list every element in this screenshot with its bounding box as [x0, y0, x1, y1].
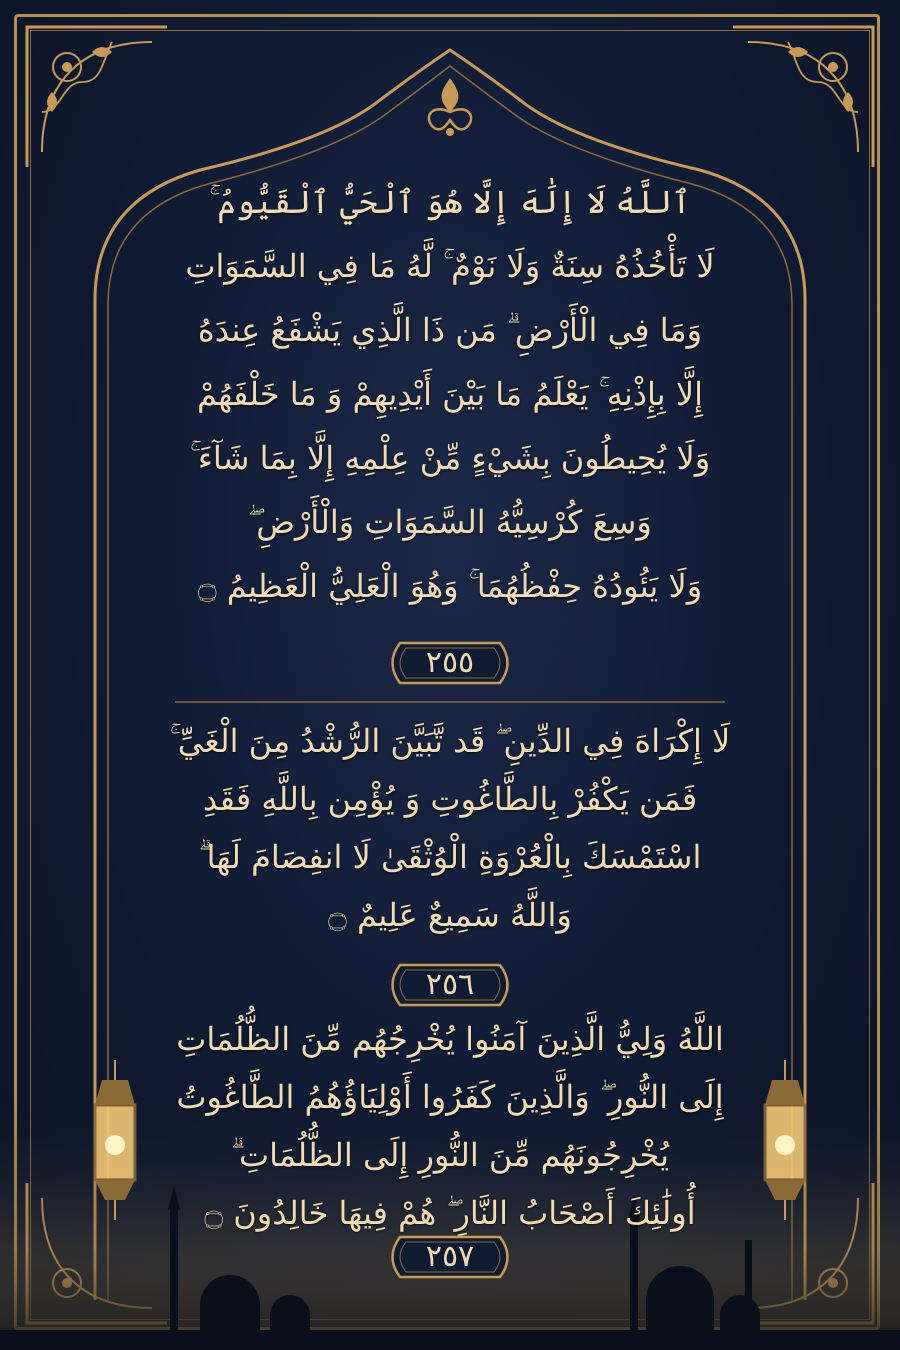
ayah-number-badge	[380, 960, 520, 1010]
verse-line: وَمَا فِي الْأَرْضِ ۗ مَن ذَا الَّذِي يَشْفَعُ عِندَهُ	[197, 311, 703, 349]
verse-line: وَاللَّهُ سَمِيعٌ عَلِيمٌ ۝	[328, 896, 572, 934]
verse-line: لَا تَأْخُذُهُ سِنَةٌ وَلَا نَوْمٌ ۚ لَّهُ مَا فِي السَّمَوَاتِ	[185, 247, 715, 285]
verse-line: اللَّهُ وَلِيُّ الَّذِينَ آمَنُوا يُخْرِجُهُم مِّنَ الظُّلُمَاتِ	[176, 1020, 724, 1058]
verse-line: يُخْرِجُونَهُم مِّنَ النُّورِ إِلَى الظُّلُمَاتِ ۗ	[230, 1136, 670, 1174]
ayah-number-badge	[380, 1232, 520, 1282]
verse-line: وَلَا يُحِيطُونَ بِشَيْءٍ مِّنْ عِلْمِهِ إِلَّا بِمَا شَآءَ ۚ	[189, 439, 711, 477]
verse-line: إِلَّا بِإِذْنِهِ ۚ يَعْلَمُ مَا بَيْنَ أَيْدِيهِمْ وَ مَا خَلْفَهُمْ	[196, 375, 704, 413]
verse-255-block	[120, 170, 780, 618]
ayah-number-badge	[380, 638, 520, 688]
ornamental-corner-icon	[728, 22, 878, 172]
verse-257-block	[120, 1010, 780, 1242]
verse-line: وَسِعَ كُرْسِيُّهُ السَّمَوَاتِ وَالْأَرْضِ ۖ	[248, 503, 652, 541]
verse-256-block	[120, 712, 780, 944]
ornamental-corner-icon	[22, 22, 172, 172]
section-divider	[175, 696, 725, 708]
verse-line: لَا إِكْرَاهَ فِي الدِّينِ ۖ قَد تَّبَيَّنَ الرُّشْدُ مِنَ الْغَيِّ ۚ	[169, 722, 731, 760]
ayah-number: ٢٥٥	[425, 645, 475, 680]
verse-line: فَمَن يَكْفُرْ بِالطَّاغُوتِ وَ يُؤْمِن بِاللَّهِ فَقَدِ	[202, 780, 698, 818]
verse-line: أُولَٰئِكَ أَصْحَابُ النَّارِ ۖ هُمْ فِيهَا خَالِدُونَ ۝	[204, 1194, 696, 1232]
verse-line: إِلَى النُّورِ ۖ وَالَّذِينَ كَفَرُوا أَوْلِيَاؤُهُمُ الطَّاغُوتُ	[176, 1078, 724, 1116]
verse-line: ٱللَّهُ لَا إِلَٰهَ إِلَّا هُوَ ٱلْحَيُّ ٱلْقَيُّومُ ۚ	[209, 183, 691, 221]
ayah-number: ٢٥٧	[425, 1239, 475, 1274]
verse-line: اسْتَمْسَكَ بِالْعُرْوَةِ الْوُثْقَىٰ لَا انفِصَامَ لَهَا ۗ	[198, 838, 702, 876]
ayah-number: ٢٥٦	[425, 967, 475, 1002]
verse-line: وَلَا يَئُودُهُ حِفْظُهُمَا ۚ وَهُوَ الْعَلِيُّ الْعَظِيمُ ۝	[197, 567, 703, 605]
